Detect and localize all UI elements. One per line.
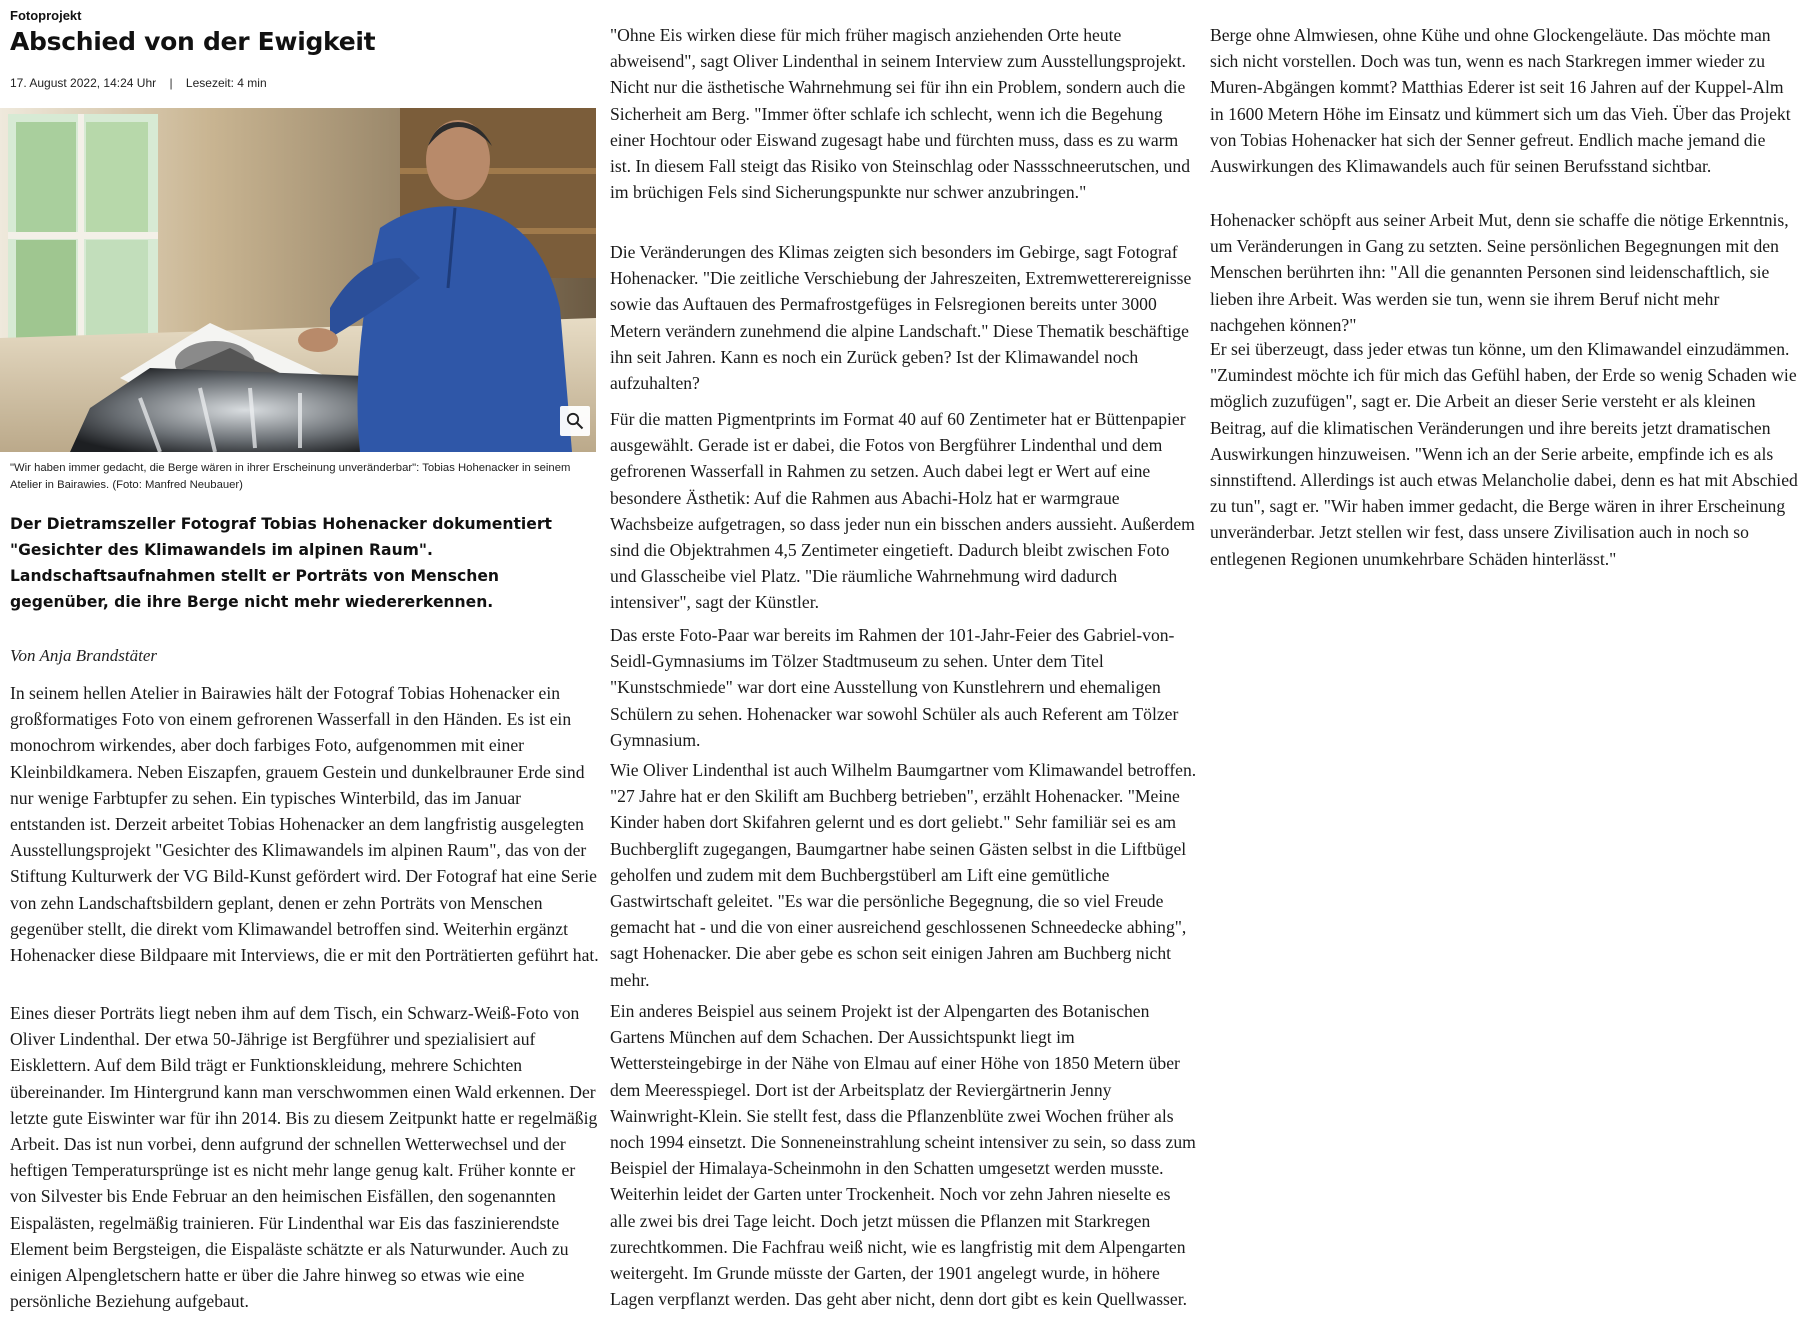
article-paragraph: Die Veränderungen des Klimas zeigten sich besonders im Gebirge, sagt Fotograf Hohenacker. "Die zeitliche Verschiebung der Jahreszeiten, Extremwetterereignisse sowie das Auftauen des Permafrostgefüges in Felsregionen bereits unter 3000 Metern verändern zunehmend die alpine Landschaft." Diese Thematik beschäftige ihn seit Jahren. Kann es noch ein Zurück geben? Ist der Klimawandel noch aufzuhalten? [610, 242, 1192, 394]
meta-separator: | [169, 76, 173, 90]
magnifier-icon [566, 412, 584, 430]
article-lead: Der Dietramszeller Fotograf Tobias Hohenacker dokumentiert "Gesichter des Klimawandels im alpinen Raum". Landschaftsaufnahmen stellt er Porträts von Menschen gegenüber, die ihre Berge nicht mehr wiedererkennen. [10, 515, 552, 611]
article-paragraph: "Ohne Eis wirken diese für mich früher magisch anziehenden Orte heute abweisend", sagt Oliver Lindenthal in seinem Interview zum Ausstellungsprojekt. Nicht nur die ästhetische Wahrnehmung sei für ihn ein Problem, sondern auch die Sicherheit am Berg. "Immer öfter schlafe ich schlecht, wenn ich die Begehung einer Hochtour oder Eiswand zugesagt habe und fürchten muss, dass es zu warm ist. In diesem Fall steigt das Risiko von Steinschlag oder Nassschneerutschen, und im brüchigen Fels sind Sicherungspunkte nur schwer anzubringen." [610, 25, 1191, 203]
zoom-button[interactable] [560, 406, 590, 436]
article-kicker: Fotoprojekt [10, 8, 82, 23]
article-meta [10, 76, 267, 90]
article-paragraph: Hohenacker schöpft aus seiner Arbeit Mut, denn sie schaffe die nötige Erkenntnis, um Veränderungen in Gang zu setzten. Seine persönlichen Begegnungen mit den Menschen berührten ihn: "All die genannten Personen sind leidenschaftlich, sie lieben ihre Arbeit. Was werden sie tun, wenn sie ihrem Beruf nicht mehr nachgehen können?" [1210, 210, 1789, 335]
article-paragraph: Für die matten Pigmentprints im Format 40 auf 60 Zentimeter hat er Büttenpapier ausgewählt. Gerade ist er dabei, die Fotos von Bergführer Lindenthal und dem gefrorenen Wasserfall in Rahmen zu setzen. Auch dabei legt er Wert auf eine besondere Ästhetik: Auf die Rahmen aus Abachi-Holz hat er warmgraue Wachsbeize aufgetragen, so dass jeder nun ein bisschen anders aussieht. Außerdem sind die Objektrahmen 4,5 Zentimeter eingetieft. Dadurch bleibt zwischen Foto und Glasscheibe viel Platz. "Die räumliche Wahrnehmung wird dadurch intensiver", sagt der Künstler. [610, 409, 1195, 613]
article-paragraph: Ein anderes Beispiel aus seinem Projekt ist der Alpengarten des Botanischen Gartens München auf dem Schachen. Der Aussichtspunkt liegt im Wettersteingebirge in der Nähe von Elmau auf einer Höhe von 1850 Metern über dem Meeresspiegel. Dort ist der Arbeitsplatz der Reviergärtnerin Jenny Wainwright-Klein. Sie stellt fest, dass die Pflanzenblüte zwei Wochen früher als noch 1994 einsetzt. Die Sonneneinstrahlung scheint intensiver zu sein, so dass zum Beispiel der Himalaya-Scheinmohn in den Schatten umgesetzt werden musste. Weiterhin leidet der Garten unter Trockenheit. Noch vor zehn Jahren nieselte es alle zwei bis drei Tage leicht. Doch jetzt müssen die Pflanzen mit Starkregen zurechtkommen. Die Fachfrau weiß nicht, wie es langfristig mit dem Alpengarten weitergeht. Im Grunde müsste der Garten, der 1901 angelegt wurde, in höhere Lagen verpflanzt werden. Das geht aber nicht, denn dort gibt es kein Quellwasser. [610, 1001, 1196, 1310]
article-paragraph: Eines dieser Porträts liegt neben ihm auf dem Tisch, ein Schwarz-Weiß-Foto von Oliver Lindenthal. Der etwa 50-Jährige ist Bergführer und spezialisiert auf Eisklettern. Auf dem Bild trägt er Funktionskleidung, mehrere Schichten übereinander. Im Hintergrund kann man verschwommen einen Wald erkennen. Der letzte gute Eiswinter war für ihn 2014. Bis zu diesem Zeitpunkt hatte er regelmäßig Arbeit. Das ist nun vorbei, denn aufgrund der schnellen Wetterwechsel und der heftigen Temperatursprünge ist es nicht mehr lange genug kalt. Früher konnte er von Silvester bis Ende Februar an den heimischen Eisfällen, den sogenannten Eispalästen, regelmäßig trainieren. Für Lindenthal war Eis das faszinierendste Element beim Bergsteigen, die Eispaläste schätzte er als Naturwunder. Auch zu einigen Alpengletschern hatte er über die Jahre hinweg so etwas wie eine persönliche Beziehung aufgebaut. [10, 1003, 598, 1312]
reading-time: Lesezeit: 4 min [185, 76, 267, 90]
article-paragraph: In seinem hellen Atelier in Bairawies hält der Fotograf Tobias Hohenacker ein großformatiges Foto von einem gefrorenen Wasserfall in den Händen. Es ist ein monochrom wirkendes, aber doch farbiges Foto, aufgenommen mit einer Kleinbildkamera. Neben Eiszapfen, grauem Gestein und dunkelbrauner Erde sind nur wenige Farbtupfer zu sehen. Ein typisches Winterbild, das im Januar entstanden ist. Derzeit arbeitet Tobias Hohenacker an dem langfristig ausgelegten Ausstellungsprojekt "Gesichter des Klimawandels im alpinen Raum", das von der Stiftung Kulturwerk der VG Bild-Kunst gefördert wird. Der Fotograf hat eine Serie von zehn Landschaftsbildern geplant, denen er zehn Porträts von Menschen gegenüber stellt, die direkt vom Klimawandel betroffen sind. Weiterhin ergänzt Hohenacker diese Bildpaare mit Interviews, die er mit den Porträtierten geführt hat. [10, 683, 599, 966]
publish-date: 17. August 2022, 14:24 Uhr [10, 76, 157, 90]
article-headline: Abschied von der Ewigkeit [10, 27, 376, 56]
article-paragraph: Das erste Foto-Paar war bereits im Rahmen der 101-Jahr-Feier des Gabriel-von-Seidl-Gymnasiums im Tölzer Stadtmuseum zu sehen. Unter dem Titel "Kunstschmiede" war dort eine Ausstellung von Kunstlehrern und ehemaligen Schülern zu sehen. Hohenacker war sowohl Schüler als auch Referent am Tölzer Gymnasium. [610, 625, 1179, 750]
article-paragraph: Berge ohne Almwiesen, ohne Kühe und ohne Glockengeläute. Das möchte man sich nicht vorstellen. Doch was tun, wenn es nach Starkregen immer wieder zu Muren-Abgängen kommt? Matthias Ederer ist seit 16 Jahren auf der Kuppel-Alm in 1600 Metern Höhe im Einsatz und kümmert sich um das Vieh. Über das Projekt von Tobias Hohenacker hat sich der Senner gefreut. Endlich mache jemand die Auswirkungen des Klimawandels auch für seinen Berufsstand sichtbar. [1210, 25, 1791, 177]
article-paragraph: Wie Oliver Lindenthal ist auch Wilhelm Baumgartner vom Klimawandel betroffen. "27 Jahre hat er den Skilift am Buchberg betrieben", erzählt Hohenacker. "Meine Kinder haben dort Skifahren gelernt und es dort geliebt." Sehr familiär sei es am Buchberglift zugegangen, Baumgartner habe seinen Gästen selbst in die Liftbügel geholfen und zudem mit dem Buchbergstüberl am Lift eine gemütliche Gastwirtschaft geleitet. "Es war die persönliche Begegnung, die so viel Freude gemacht hat - und die von einer ausreichend geschlossenen Schneedecke abhing", sagt Hohenacker. Die aber gebe es schon seit einigen Jahren am Buchberg nicht mehr. [610, 760, 1197, 990]
photo-illustration [0, 108, 596, 452]
article-byline: Von Anja Brandstäter [10, 646, 158, 665]
article-paragraph: Er sei überzeugt, dass jeder etwas tun könne, um den Klimawandel einzudämmen. "Zumindest möchte ich für mich das Gefühl haben, der Erde so wenig Schaden wie möglich zuzufügen", sagt er. Die Arbeit an dieser Serie versteht er als kleinen Beitrag, auf die klimatischen Veränderungen und ihre bereits jetzt dramatischen Auswirkungen hinzuweisen. "Wenn ich an der Serie arbeite, empfinde ich es als sinnstiftend. Allerdings ist auch etwas Melancholie dabei, denn es hat mit Abschied zu tun", sagt er. "Wir haben immer gedacht, die Berge wären in ihrer Erscheinung unveränderbar. Jetzt stellen wir fest, dass unsere Zivilisation auch in noch so entlegenen Regionen unumkehrbare Schäden hinterlässt." [1210, 339, 1798, 569]
article-photo[interactable] [0, 108, 596, 452]
photo-caption: "Wir haben immer gedacht, die Berge wären in ihrer Erscheinung unveränderbar": Tobias Hohenacker in seinem Atelier in Bairawies. (Foto: Manfred Neubauer) [10, 462, 571, 491]
